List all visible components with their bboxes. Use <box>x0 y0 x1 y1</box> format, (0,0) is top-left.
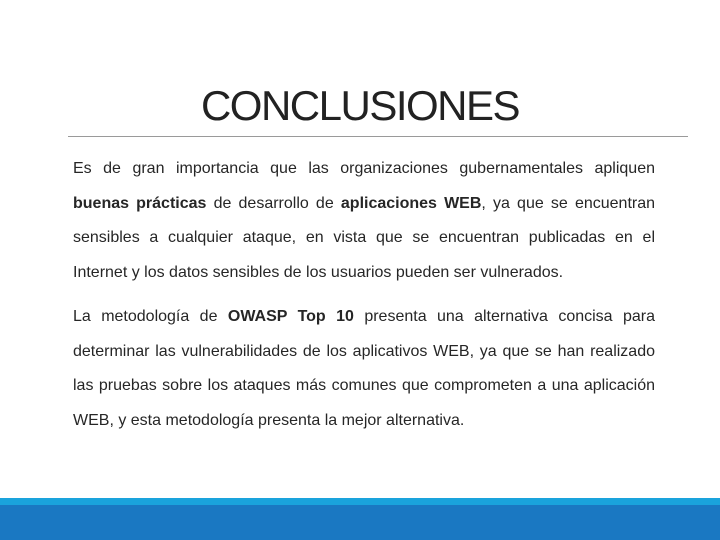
footer-band <box>0 505 720 540</box>
paragraph-1-bold-web-apps: aplicaciones WEB <box>340 194 482 212</box>
paragraph-2-text-2: presenta una alternativa concisa para determinar las vulnerabilidades de los aplicativos WEB, ya que se han realizado las pruebas sobre los ataques más comunes que comprometen a una aplicación WEB, y esta metodología presenta la mejor alternativa. <box>73 308 656 429</box>
footer-bar <box>0 498 720 540</box>
title-divider <box>68 136 688 137</box>
paragraph-1-text-1: Es de gran importancia que las organizaciones gubernamentales apliquen <box>73 160 655 177</box>
slide-body <box>73 152 655 438</box>
slide-title: CONCLUSIONES <box>200 82 520 129</box>
paragraph-1-text-3: , ya que se encuentran sensibles a cualquier ataque, en vista que se encuentran publicadas en el Internet y los datos sensibles de los usuarios pueden ser vulnerados. <box>73 194 656 281</box>
footer-accent-stripe <box>0 498 720 505</box>
paragraph-2-bold-owasp: OWASP Top 10 <box>227 308 354 325</box>
paragraph-1-text-2: de desarrollo de <box>206 194 341 212</box>
paragraph-1 <box>73 152 655 290</box>
paragraph-1-bold-best-practices: buenas prácticas <box>73 194 207 212</box>
paragraph-2-text-1: La metodología de <box>73 308 228 325</box>
paragraph-2 <box>73 300 655 438</box>
